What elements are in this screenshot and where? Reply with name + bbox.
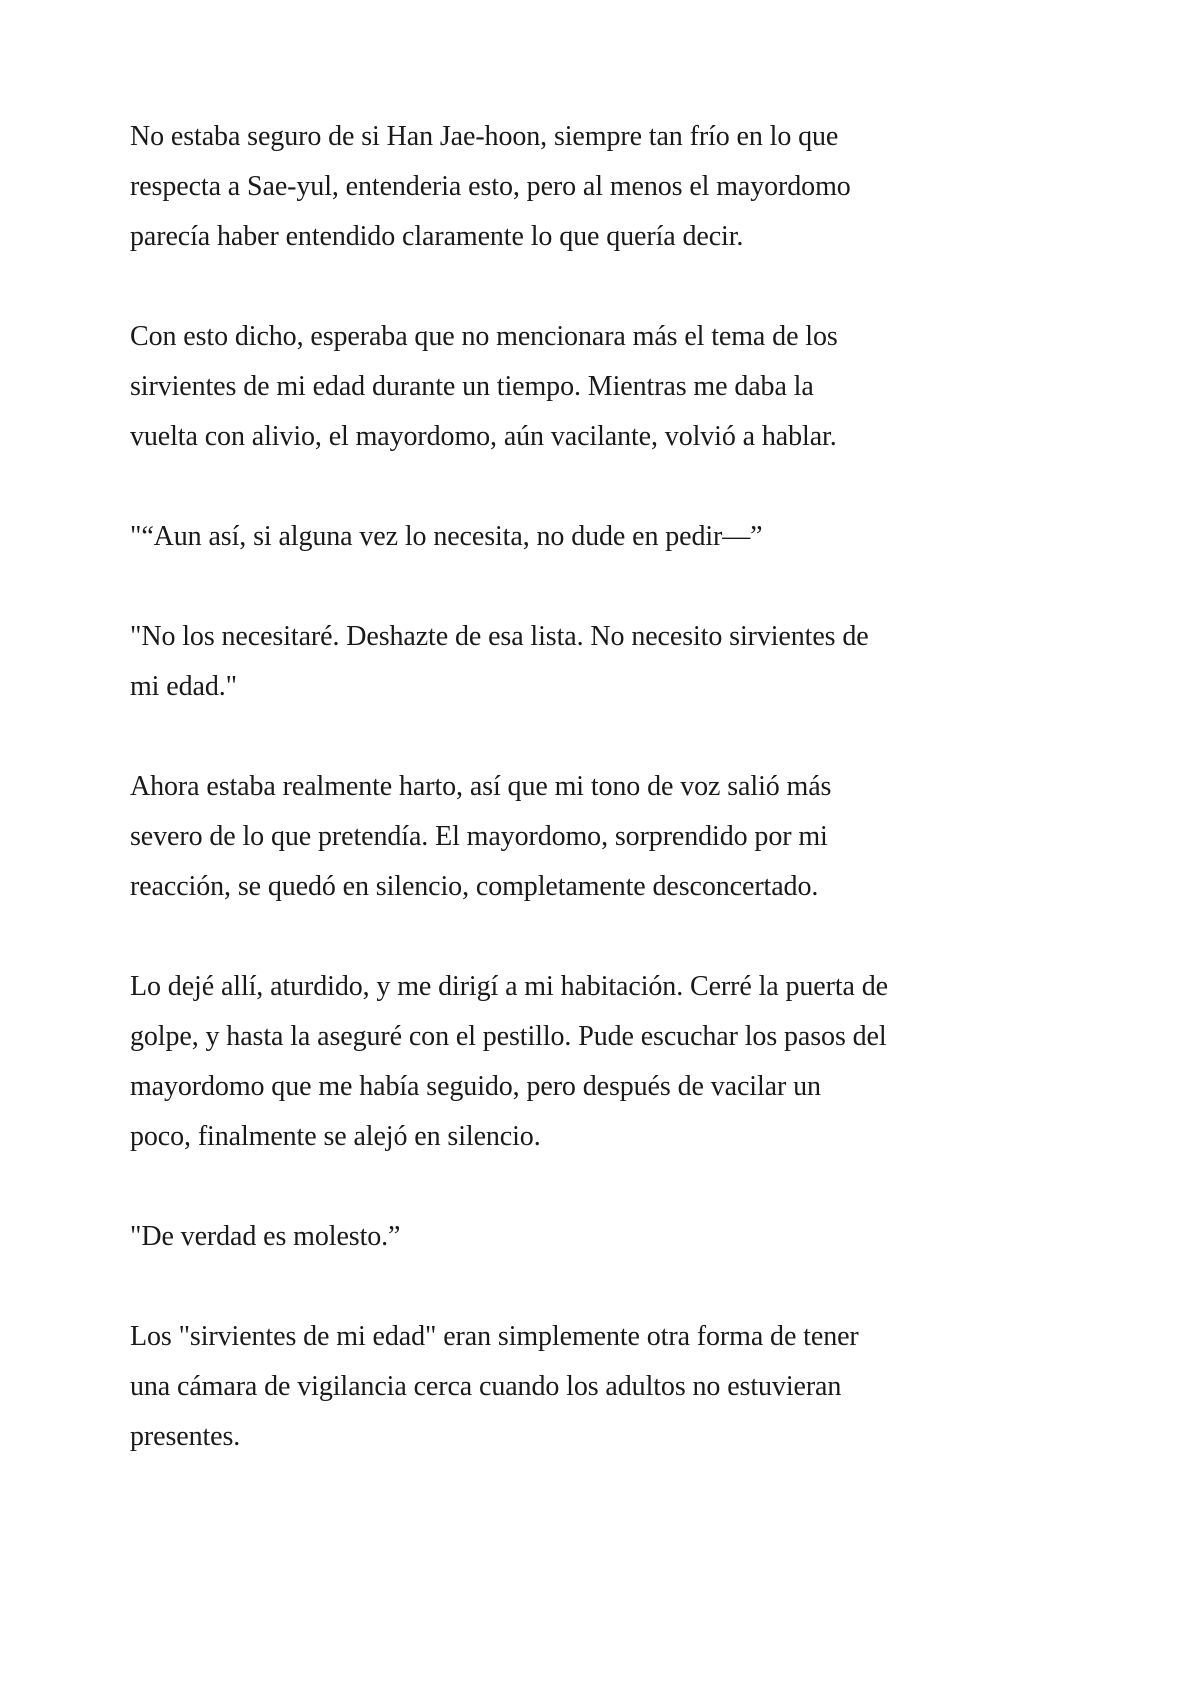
text-line: Con esto dicho, esperaba que no mencionara más el tema de los: [130, 321, 838, 352]
paragraph-6: [130, 962, 1090, 1162]
paragraph-8: [130, 1312, 1090, 1462]
text-line: Los "sirvientes de mi edad" eran simplemente otra forma de tener: [130, 1321, 859, 1352]
text-line: Ahora estaba realmente harto, así que mi tono de voz salió más: [130, 771, 832, 802]
text-line: vuelta con alivio, el mayordomo, aún vacilante, volvió a hablar.: [130, 421, 837, 452]
text-line: "No los necesitaré. Deshazte de esa lista. No necesito sirvientes de: [130, 621, 869, 652]
text-line: poco, finalmente se alejó en silencio.: [130, 1121, 541, 1152]
text-line: "De verdad es molesto.”: [130, 1221, 401, 1252]
text-line: mi edad.": [130, 671, 237, 702]
text-line: respecta a Sae-yul, entenderia esto, pero al menos el mayordomo: [130, 171, 851, 202]
document-page: [130, 112, 1090, 1512]
paragraph-5: [130, 762, 1090, 912]
text-line: Lo dejé allí, aturdido, y me dirigí a mi habitación. Cerré la puerta de: [130, 971, 888, 1002]
text-line: presentes.: [130, 1421, 241, 1452]
text-line: reacción, se quedó en silencio, completamente desconcertado.: [130, 871, 819, 902]
paragraph-2: [130, 312, 1090, 462]
text-line: "“Aun así, si alguna vez lo necesita, no dude en pedir—”: [130, 521, 763, 552]
text-line: una cámara de vigilancia cerca cuando los adultos no estuvieran: [130, 1371, 842, 1402]
text-line: parecía haber entendido claramente lo que quería decir.: [130, 221, 744, 252]
paragraph-7: [130, 1212, 1090, 1262]
paragraph-1: [130, 112, 1090, 262]
text-line: mayordomo que me había seguido, pero después de vacilar un: [130, 1071, 821, 1102]
text-line: golpe, y hasta la aseguré con el pestillo. Pude escuchar los pasos del: [130, 1021, 887, 1052]
text-line: No estaba seguro de si Han Jae-hoon, siempre tan frío en lo que: [130, 121, 839, 152]
text-line: sirvientes de mi edad durante un tiempo. Mientras me daba la: [130, 371, 814, 402]
paragraph-3: [130, 512, 1090, 562]
text-line: severo de lo que pretendía. El mayordomo, sorprendido por mi: [130, 821, 828, 852]
paragraph-4: [130, 612, 1090, 712]
